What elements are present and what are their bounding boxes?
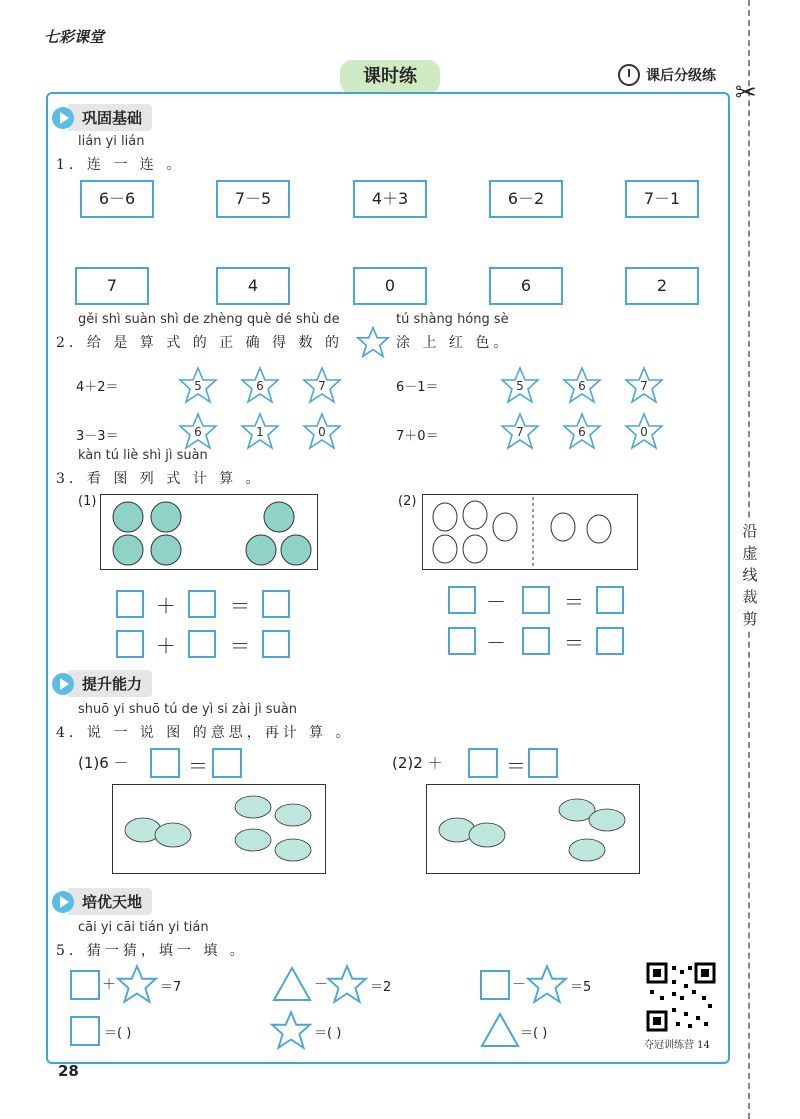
match-bottom-box[interactable]: 0 — [353, 267, 427, 305]
q2-pinyin-a: gěi shì suàn shì de zhèng què dé shù de — [78, 312, 340, 327]
q2-expression: 3－3＝ — [76, 429, 119, 444]
svg-text:6: 6 — [194, 425, 202, 439]
section-basics: 巩固基础 — [52, 104, 152, 131]
play-icon — [52, 673, 74, 695]
content-frame — [46, 92, 730, 1064]
minus-sign: － — [486, 590, 506, 614]
header-right — [618, 64, 716, 86]
q2-expression: 4＋2＝ — [76, 380, 119, 395]
equation-result: ＝2 — [370, 980, 392, 995]
match-bottom-box[interactable]: 6 — [489, 267, 563, 305]
clock-icon — [618, 64, 640, 86]
triangle-shape — [272, 966, 312, 1002]
q5-pinyin: cāi yi cāi tián yi tián — [78, 920, 209, 935]
q2-expression: 7＋0＝ — [396, 429, 439, 444]
star-shape — [326, 964, 368, 1004]
answer-box[interactable] — [448, 627, 476, 655]
equation-result: ＝7 — [160, 980, 182, 995]
answer-star[interactable] — [624, 366, 664, 404]
section-improve: 提升能力 — [52, 670, 152, 697]
q2-expression: 6－1＝ — [396, 380, 439, 395]
plus-sign: ＋ — [102, 977, 116, 993]
q2-text-b: 涂 上 红 色。 — [396, 335, 512, 351]
answer-star[interactable] — [240, 412, 280, 450]
section-advanced: 培优天地 — [52, 888, 152, 915]
answer-star[interactable] — [178, 366, 218, 404]
svg-text:7: 7 — [516, 425, 524, 439]
match-top-box[interactable]: 6－2 — [489, 180, 563, 218]
minus-sign: － — [486, 631, 506, 655]
q3-pinyin: kàn tú liè shì jì suàn — [78, 448, 208, 463]
star-shape — [116, 964, 158, 1004]
equals-sign: ＝ — [230, 634, 250, 658]
page-title: 课时练 — [340, 60, 440, 94]
q3-text: 3．看 图 列 式 计 算 。 — [56, 471, 264, 487]
answer-box[interactable] — [528, 748, 558, 778]
q4-text: 4．说 一 说 图 的意思，再计 算 。 — [56, 725, 354, 741]
star-icon — [356, 326, 390, 358]
plus-sign: ＋ — [156, 594, 176, 618]
match-top-box[interactable]: 6－6 — [80, 180, 154, 218]
equals-sign: ＝ — [564, 590, 584, 614]
match-bottom-box[interactable]: 2 — [625, 267, 699, 305]
svg-text:1: 1 — [256, 425, 264, 439]
strawberries-picture — [422, 494, 638, 570]
answer-star[interactable] — [562, 366, 602, 404]
q2-text-a: 2．给 是 算 式 的 正 确 得 数 的 — [56, 335, 343, 351]
qr-caption: 夺冠训练营 14 — [644, 1040, 710, 1051]
scissors-icon: ✂ — [735, 78, 757, 108]
answer-paren[interactable]: ＝( ) — [314, 1026, 342, 1041]
balls-picture — [100, 494, 318, 570]
header-right-label: 课后分级练 — [646, 68, 716, 84]
brand-logo: 七彩课堂 — [44, 28, 105, 46]
qr-code-icon[interactable] — [646, 962, 716, 1032]
square-shape — [480, 970, 510, 1000]
q3-label-2: (2) — [398, 494, 417, 509]
minus-sign: － — [512, 977, 526, 993]
star-shape — [526, 964, 568, 1004]
answer-paren[interactable]: ＝( ) — [104, 1026, 132, 1041]
q1-pinyin: lián yi lián — [78, 134, 145, 149]
answer-star[interactable] — [302, 366, 342, 404]
answer-star[interactable] — [624, 412, 664, 450]
play-icon — [52, 107, 74, 129]
answer-box[interactable] — [468, 748, 498, 778]
answer-box[interactable] — [596, 627, 624, 655]
answer-box[interactable] — [448, 586, 476, 614]
answer-box[interactable] — [116, 590, 144, 618]
answer-star[interactable] — [562, 412, 602, 450]
svg-text:0: 0 — [318, 425, 326, 439]
equals-sign: ＝ — [188, 754, 208, 778]
answer-star[interactable] — [302, 412, 342, 450]
svg-text:6: 6 — [578, 425, 586, 439]
q1-text: 1．连 一 连 。 — [56, 157, 185, 173]
match-top-box[interactable]: 7－5 — [216, 180, 290, 218]
q5-text: 5．猜一猜，填一 填 。 — [56, 943, 248, 959]
answer-box[interactable] — [596, 586, 624, 614]
q2-pinyin-b: tú shàng hóng sè — [396, 312, 509, 327]
star-shape — [270, 1010, 312, 1050]
answer-box[interactable] — [212, 748, 242, 778]
svg-text:7: 7 — [318, 379, 326, 393]
equals-sign: ＝ — [564, 631, 584, 655]
answer-star[interactable] — [500, 412, 540, 450]
q4-part2: (2)2 ＋ — [392, 754, 443, 772]
answer-paren[interactable]: ＝( ) — [520, 1026, 548, 1041]
equals-sign: ＝ — [506, 754, 526, 778]
minus-sign: － — [314, 977, 328, 993]
match-bottom-box[interactable]: 4 — [216, 267, 290, 305]
answer-star[interactable] — [178, 412, 218, 450]
answer-box[interactable] — [116, 630, 144, 658]
q4-pinyin: shuō yi shuō tú de yì si zài jì suàn — [78, 702, 298, 717]
square-shape — [70, 970, 100, 1000]
cats-picture-2 — [426, 784, 640, 874]
play-icon — [52, 891, 74, 913]
equation-result: ＝5 — [570, 980, 592, 995]
triangle-shape — [480, 1012, 520, 1048]
answer-star[interactable] — [500, 366, 540, 404]
answer-box[interactable] — [150, 748, 180, 778]
answer-box[interactable] — [522, 627, 550, 655]
svg-text:0: 0 — [640, 425, 648, 439]
match-top-box[interactable]: 7－1 — [625, 180, 699, 218]
page-number: 28 — [58, 1062, 79, 1080]
answer-box[interactable] — [262, 590, 290, 618]
answer-star[interactable] — [240, 366, 280, 404]
match-top-box[interactable]: 4＋3 — [353, 180, 427, 218]
svg-text:7: 7 — [640, 379, 648, 393]
answer-box[interactable] — [262, 630, 290, 658]
match-bottom-box[interactable]: 7 — [75, 267, 149, 305]
cats-picture-1 — [112, 784, 326, 874]
answer-box[interactable] — [188, 590, 216, 618]
square-shape — [70, 1016, 100, 1046]
svg-text:5: 5 — [194, 379, 202, 393]
equals-sign: ＝ — [230, 594, 250, 618]
cut-instruction: 沿 虚 线 裁 剪 — [736, 520, 764, 630]
q4-part1: (1)6 － — [78, 754, 129, 772]
svg-text:6: 6 — [578, 379, 586, 393]
svg-text:6: 6 — [256, 379, 264, 393]
answer-box[interactable] — [522, 586, 550, 614]
svg-text:5: 5 — [516, 379, 524, 393]
answer-box[interactable] — [188, 630, 216, 658]
plus-sign: ＋ — [156, 634, 176, 658]
q3-label-1: (1) — [78, 494, 97, 509]
